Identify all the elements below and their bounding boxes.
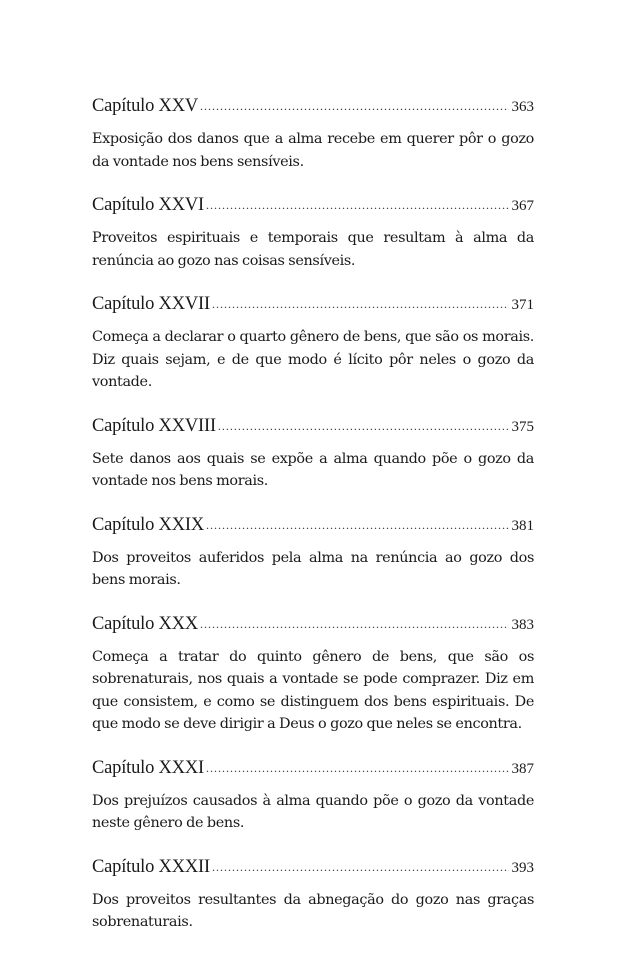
chapter-title: Capítulo XXVII (92, 294, 210, 314)
toc-entry-header (92, 294, 534, 322)
chapter-title: Capítulo XXXI (92, 757, 204, 778)
toc-entry (92, 515, 534, 592)
toc-entry (92, 416, 534, 493)
dot-leader (212, 860, 509, 875)
chapter-description: Começa a tratar do quinto gênero de bens, que são os sobrenaturais, nos quais a vontade se pode comprazer. Diz em que consistem, e como se distinguem dos bens espirituais. De que modo se deve dirigir a Deus o gozo que neles se encontra. (92, 648, 534, 732)
toc-entry-header (92, 614, 534, 642)
toc-entry-header (92, 515, 534, 543)
toc-entry (92, 96, 534, 173)
toc-entry-header (92, 195, 534, 223)
toc-entry-header (92, 758, 534, 786)
page-number: 383 (511, 616, 534, 633)
chapter-title: Capítulo XXVIII (92, 415, 216, 436)
chapter-description: Dos prejuízos causados à alma quando põe o gozo da vontade neste gênero de bens. (92, 792, 534, 831)
chapter-description: Exposição dos danos que a alma recebe em querer pôr o gozo da vontade nos bens sensíveis. (92, 131, 534, 170)
chapter-description: Dos proveitos resultantes da abnegação do gozo nas graças sobrenaturais. (92, 891, 534, 930)
chapter-description: Sete danos aos quais se expõe a alma quando põe o gozo da vontade nos bens morais. (92, 450, 534, 489)
chapter-description: Proveitos espirituais e temporais que resultam à alma da renúncia ao gozo nas coisas sensíveis. (92, 230, 534, 269)
page-number: 371 (511, 297, 534, 313)
dot-leader (206, 518, 509, 533)
toc-entry (92, 195, 534, 272)
page-number: 363 (511, 99, 534, 115)
toc-entry (92, 614, 534, 736)
page-number: 393 (511, 859, 534, 876)
toc-entry-header (92, 96, 534, 124)
dot-leader (218, 419, 509, 434)
toc-entry-header (92, 857, 534, 885)
chapter-description: Dos proveitos auferidos pela alma na renúncia ao gozo dos bens morais. (92, 549, 534, 588)
table-of-contents (92, 96, 534, 956)
toc-entry (92, 857, 534, 934)
dot-leader (200, 617, 508, 632)
chapter-title: Capítulo XXX (92, 613, 199, 634)
toc-entry (92, 758, 534, 835)
page-number: 387 (511, 760, 534, 777)
dot-leader (206, 761, 509, 776)
page-number: 375 (511, 418, 534, 435)
page-number: 367 (511, 198, 534, 214)
chapter-title: Capítulo XXVI (92, 195, 204, 215)
chapter-title: Capítulo XXV (92, 96, 199, 116)
dot-leader (206, 198, 509, 213)
toc-entry (92, 294, 534, 394)
dot-leader (212, 297, 509, 312)
toc-entry-header (92, 416, 534, 444)
chapter-title: Capítulo XXIX (92, 514, 204, 535)
chapter-description: Começa a declarar o quarto gênero de bens, que são os morais. Diz quais sejam, e de que modo é lícito pôr neles o gozo da vontade. (92, 329, 534, 390)
page-number: 381 (511, 517, 534, 534)
chapter-title: Capítulo XXXII (92, 856, 210, 877)
dot-leader (200, 99, 508, 114)
